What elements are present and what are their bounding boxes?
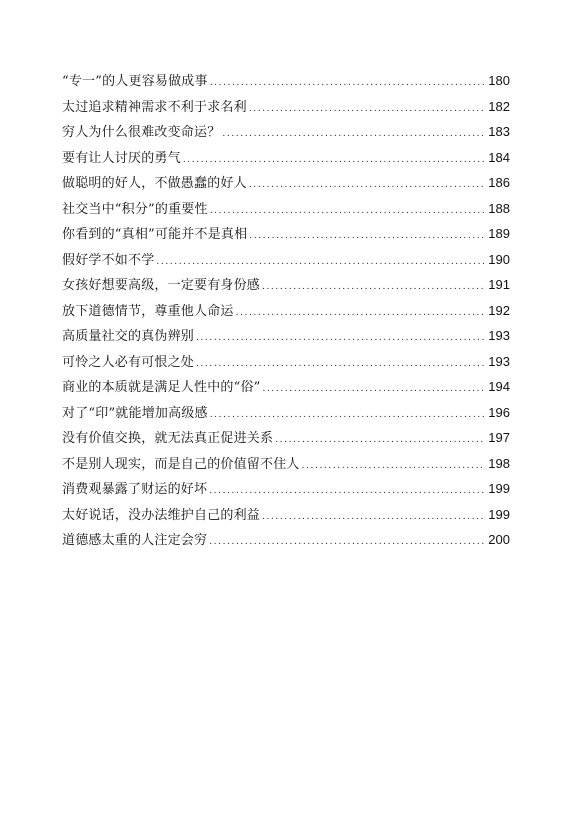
toc-entry-title: 假好学不如不学 bbox=[62, 252, 155, 268]
toc-entry-title: 做聪明的好人，不做愚蠢的好人 bbox=[62, 176, 247, 191]
toc-entry-page: 192 bbox=[488, 302, 510, 318]
toc-entry[interactable] bbox=[62, 400, 510, 426]
toc-entry-page: 193 bbox=[488, 353, 510, 369]
toc-entry-page: 196 bbox=[488, 404, 510, 420]
toc-entry-title: 没有价值交换，就无法真正促进关系 bbox=[62, 431, 274, 446]
toc-entry-title: 放下道德情节，尊重他人命运 bbox=[62, 303, 234, 319]
toc-entry[interactable] bbox=[62, 502, 510, 528]
toc-dot-leader bbox=[196, 352, 484, 378]
toc-entry[interactable] bbox=[62, 272, 510, 298]
toc-dot-leader bbox=[183, 148, 484, 174]
toc-entry-page: 191 bbox=[488, 277, 510, 292]
toc-entry-title: 消费观暴露了财运的好坏 bbox=[62, 482, 208, 497]
toc-entry-title: 社交当中“积分”的重要性 bbox=[62, 201, 208, 217]
toc-entry-title: 穷人为什么很难改变命运？ bbox=[62, 125, 221, 140]
toc-entry[interactable] bbox=[62, 247, 510, 273]
toc-entry[interactable] bbox=[62, 68, 510, 94]
toc-entry-title: 道德感太重的人注定会穷 bbox=[62, 533, 208, 548]
toc-entry[interactable] bbox=[62, 323, 510, 349]
toc-entry-page: 189 bbox=[488, 226, 510, 241]
toc-dot-leader bbox=[262, 505, 484, 531]
toc-dot-leader bbox=[210, 403, 484, 429]
toc-dot-leader bbox=[275, 428, 484, 454]
toc-dot-leader bbox=[249, 173, 484, 199]
toc-dot-leader bbox=[302, 454, 484, 480]
toc-entry-page: 180 bbox=[488, 73, 510, 88]
toc-entry[interactable] bbox=[62, 145, 510, 171]
table-of-contents bbox=[62, 68, 510, 553]
toc-dot-leader bbox=[222, 122, 484, 148]
toc-entry[interactable] bbox=[62, 476, 510, 502]
toc-entry[interactable] bbox=[62, 298, 510, 324]
toc-entry[interactable] bbox=[62, 196, 510, 222]
toc-entry[interactable] bbox=[62, 527, 510, 553]
toc-entry[interactable] bbox=[62, 425, 510, 451]
toc-entry-title: 太过追求精神需求不利于求名利 bbox=[62, 99, 247, 115]
toc-dot-leader bbox=[262, 275, 484, 301]
toc-entry-title: 可怜之人必有可恨之处 bbox=[62, 354, 195, 370]
toc-entry-title: 商业的本质就是满足人性中的“俗” bbox=[62, 380, 261, 395]
toc-entry-page: 200 bbox=[488, 532, 510, 547]
toc-dot-leader bbox=[196, 326, 484, 352]
toc-entry[interactable] bbox=[62, 221, 510, 247]
toc-dot-leader bbox=[209, 479, 484, 505]
toc-entry-title: 对了“印”就能增加高级感 bbox=[62, 405, 208, 421]
toc-entry[interactable] bbox=[62, 94, 510, 120]
toc-dot-leader bbox=[210, 71, 484, 97]
toc-dot-leader bbox=[210, 199, 484, 225]
toc-entry-page: 199 bbox=[488, 481, 510, 496]
toc-entry-title: 高质量社交的真伪辨别 bbox=[62, 329, 195, 344]
toc-entry-title: 要有让人讨厌的勇气 bbox=[62, 150, 181, 166]
toc-entry-page: 190 bbox=[488, 251, 510, 267]
toc-entry-page: 199 bbox=[488, 506, 510, 522]
toc-dot-leader bbox=[249, 224, 484, 250]
toc-entry-page: 193 bbox=[488, 328, 510, 343]
toc-entry-title: 不是别人现实，而是自己的价值留不住人 bbox=[62, 456, 300, 472]
toc-entry-page: 197 bbox=[488, 430, 510, 445]
toc-entry-title: “专一”的人更容易做成事 bbox=[62, 74, 208, 89]
toc-entry-page: 188 bbox=[488, 200, 510, 216]
toc-dot-leader bbox=[236, 301, 484, 327]
toc-entry-title: 你看到的“真相”可能并不是真相 bbox=[62, 227, 248, 242]
toc-entry[interactable] bbox=[62, 374, 510, 400]
toc-dot-leader bbox=[249, 97, 484, 123]
toc-entry-page: 198 bbox=[488, 455, 510, 471]
toc-entry-title: 太好说话，没办法维护自己的利益 bbox=[62, 507, 261, 523]
toc-dot-leader bbox=[263, 377, 485, 403]
toc-entry[interactable] bbox=[62, 451, 510, 477]
toc-entry-page: 194 bbox=[488, 379, 510, 394]
toc-entry-page: 184 bbox=[488, 149, 510, 165]
toc-entry-page: 183 bbox=[488, 124, 510, 139]
toc-dot-leader bbox=[156, 250, 484, 276]
toc-entry[interactable] bbox=[62, 170, 510, 196]
toc-entry[interactable] bbox=[62, 119, 510, 145]
toc-dot-leader bbox=[209, 530, 484, 556]
toc-entry-title: 女孩好想要高级，一定要有身份感 bbox=[62, 278, 261, 293]
toc-entry-page: 182 bbox=[488, 98, 510, 114]
toc-entry-page: 186 bbox=[488, 175, 510, 190]
toc-entry[interactable] bbox=[62, 349, 510, 375]
